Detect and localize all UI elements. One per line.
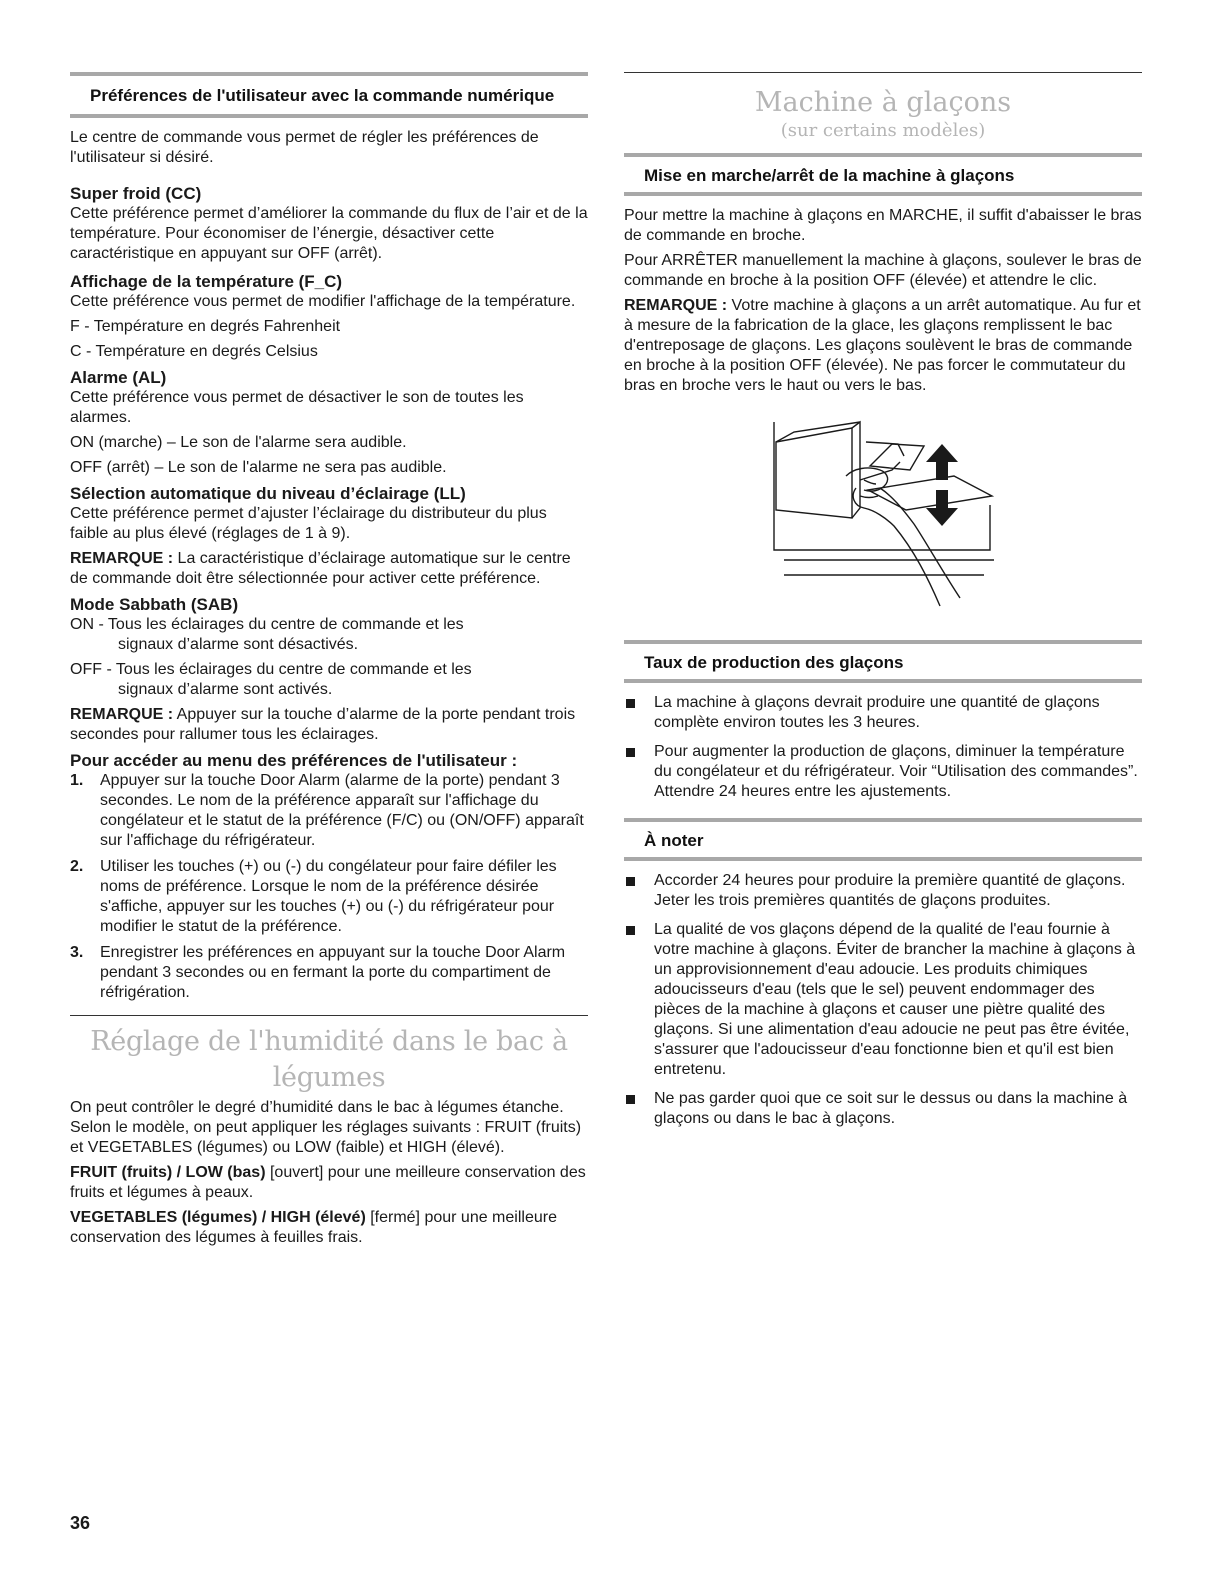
onoff-note-label: REMARQUE : [624, 297, 728, 314]
rate-section-heading: Taux de production des glaçons [624, 640, 1142, 683]
square-bullet-icon [626, 748, 635, 757]
square-bullet-icon [626, 1095, 635, 1104]
icemaker-illustration [624, 410, 1142, 628]
sab-heading: Mode Sabbath (SAB) [70, 595, 239, 614]
list-item [624, 1089, 1142, 1129]
icemaker-title: Machine à glaçons [754, 87, 1012, 118]
left-column [70, 72, 588, 1248]
step-number: 1. [70, 772, 84, 789]
ll-text: Cette préférence permet d’ajuster l’éclairage du distributeur du plus faible au plus élevé (réglages de 1 à 9). [70, 505, 547, 542]
notes-list [624, 871, 1142, 1129]
fruit-text: [ouvert] pour une meilleure conservation des fruits et légumes à peaux. [70, 1164, 586, 1201]
access-steps [70, 771, 588, 1003]
square-bullet-icon [626, 699, 635, 708]
notes-item-text: La qualité de vos glaçons dépend de la qualité de l'eau fournie à votre machine à glaçons. Éviter de brancher la machine à glaçons à un approvisionnement d'eau adoucie. Les produits chimiques adoucisseurs d'eau (tels que le sel) peuvent endommager des pièces de la machine à glaçons et causer une piètre qualité des glaçons. Si une alimentation d'eau adoucie ne peut pas être évitée, s'assurer que l'adoucisseur d'eau fonctionne bien et qu'il est bien entretenu. [654, 921, 1136, 1078]
rate-list [624, 693, 1142, 802]
fruit-label: FRUIT (fruits) / LOW (bas) [70, 1164, 266, 1181]
fc-fahrenheit: F - Température en degrés Fahrenheit [70, 318, 341, 335]
sab-off: OFF - Tous les éclairages du centre de commande et les signaux d’alarme sont activés. [70, 661, 472, 698]
fc-text: Cette préférence vous permet de modifier l'affichage de la température. [70, 293, 576, 310]
page-number: 36 [70, 1513, 91, 1533]
al-heading: Alarme (AL) [70, 368, 167, 387]
prefs-section-heading: Préférences de l'utilisateur avec la commande numérique [70, 72, 588, 118]
onoff-p1: Pour mettre la machine à glaçons en MARCHE, il suffit d'abaisser le bras de commande en broche. [624, 207, 1142, 244]
sab-on: ON - Tous les éclairages du centre de commande et les signaux d’alarme sont désactivés. [70, 616, 464, 653]
onoff-p2: Pour ARRÊTER manuellement la machine à glaçons, soulever le bras de commande en broche à la position OFF (élevée) et attendre le clic. [624, 252, 1142, 289]
ll-heading: Sélection automatique du niveau d’éclairage (LL) [70, 484, 466, 503]
list-item [624, 920, 1142, 1080]
icemaker-top-rule [624, 72, 1142, 73]
icemaker-subtitle: (sur certains modèles) [780, 120, 986, 141]
ll-note-text: La caractéristique d’éclairage automatique sur le centre de commande doit être sélectionnée pour activer cette préférence. [70, 550, 571, 587]
fc-celsius: C - Température en degrés Celsius [70, 343, 318, 360]
fc-heading: Affichage de la température (F_C) [70, 272, 343, 291]
onoff-section-heading: Mise en marche/arrêt de la machine à glaçons [624, 153, 1142, 196]
notes-section-heading: À noter [624, 818, 1142, 861]
ll-note-label: REMARQUE : [70, 550, 174, 567]
square-bullet-icon [626, 877, 635, 886]
humidity-top-rule [70, 1015, 588, 1016]
step-number: 3. [70, 944, 84, 961]
sab-note [70, 705, 588, 745]
veg-text: [fermé] pour une meilleure conservation des légumes à feuilles frais. [70, 1209, 557, 1246]
rate-item-text: La machine à glaçons devrait produire une quantité de glaçons complète environ toutes les 3 heures. [654, 694, 1100, 731]
sab-note-label: REMARQUE : [70, 706, 174, 723]
sab-note-text: Appuyer sur la touche d’alarme de la porte pendant trois secondes pour rallumer tous les éclairages. [70, 706, 576, 743]
list-item [624, 742, 1142, 802]
step-number: 2. [70, 858, 84, 875]
al-text: Cette préférence vous permet de désactiver le son de toutes les alarmes. [70, 389, 524, 426]
humidity-fruit [70, 1163, 588, 1203]
step-text: Utiliser les touches (+) ou (-) du congélateur pour faire défiler les noms de préférence. Lorsque le nom de la préférence désirée s'affiche, appuyer sur les touches (+) ou (-) du réfrigérateur pour modifier le statut de la préférence. [100, 858, 557, 935]
onoff-note [624, 296, 1142, 396]
humidity-intro: On peut contrôler le degré d’humidité dans le bac à légumes étanche. Selon le modèle, on peut appliquer les réglages suivants : FRUIT (fruits) et VEGETABLES (légumes) ou LOW (faible) et HIGH (élevé). [70, 1099, 582, 1156]
square-bullet-icon [626, 926, 635, 935]
cc-text: Cette préférence permet d’améliorer la commande du flux de l’air et de la température. Pour économiser de l’énergie, désactiver cette caractéristique en appuyant sur OFF (arrêt). [70, 205, 588, 262]
cc-heading: Super froid (CC) [70, 184, 202, 203]
right-column [624, 72, 1142, 1129]
al-off: OFF (arrêt) – Le son de l'alarme ne sera pas audible. [70, 459, 447, 476]
notes-item-text: Accorder 24 heures pour produire la première quantité de glaçons. Jeter les trois premières quantités de glaçons produites. [654, 872, 1126, 909]
veg-label: VEGETABLES (légumes) / HIGH (élevé) [70, 1209, 366, 1226]
prefs-intro: Le centre de commande vous permet de régler les préférences de l'utilisateur si désiré. [70, 129, 539, 166]
step-item [70, 943, 588, 1003]
step-text: Enregistrer les préférences en appuyant sur la touche Door Alarm pendant 3 secondes ou en fermant la porte du compartiment de réfrigération. [100, 944, 566, 1001]
notes-item-text: Ne pas garder quoi que ce soit sur le dessus ou dans la machine à glaçons ou dans le bac à glaçons. [654, 1090, 1128, 1127]
onoff-note-text: Votre machine à glaçons a un arrêt automatique. Au fur et à mesure de la fabrication de la glace, les glaçons remplissent le bac d'entreposage de glaçons. Les glaçons soulèvent le bras de commande en broche à la position OFF (élevée). Ne pas forcer le commutateur du bras en broche vers le haut ou vers le bas. [624, 297, 1141, 394]
humidity-vegetables [70, 1208, 588, 1248]
rate-item-text: Pour augmenter la production de glaçons, diminuer la température du congélateur et du réfrigérateur. Voir “Utilisation des commandes”. Attendre 24 heures entre les ajustements. [654, 743, 1138, 800]
icemaker-arm-illustration [624, 410, 1142, 628]
list-item [624, 871, 1142, 911]
list-item [624, 693, 1142, 733]
step-text: Appuyer sur la touche Door Alarm (alarme de la porte) pendant 3 secondes. Le nom de la préférence apparaît sur l'affichage du congélateur et le statut de la préférence (F/C) ou (ON/OFF) apparaît sur l'affichage du réfrigérateur. [100, 772, 584, 849]
step-item [70, 857, 588, 937]
step-item [70, 771, 588, 851]
ll-note [70, 549, 588, 589]
access-heading: Pour accéder au menu des préférences de l'utilisateur : [70, 751, 518, 770]
al-on: ON (marche) – Le son de l'alarme sera audible. [70, 434, 407, 451]
humidity-title: Réglage de l'humidité dans le bac à légumes [90, 1026, 568, 1093]
